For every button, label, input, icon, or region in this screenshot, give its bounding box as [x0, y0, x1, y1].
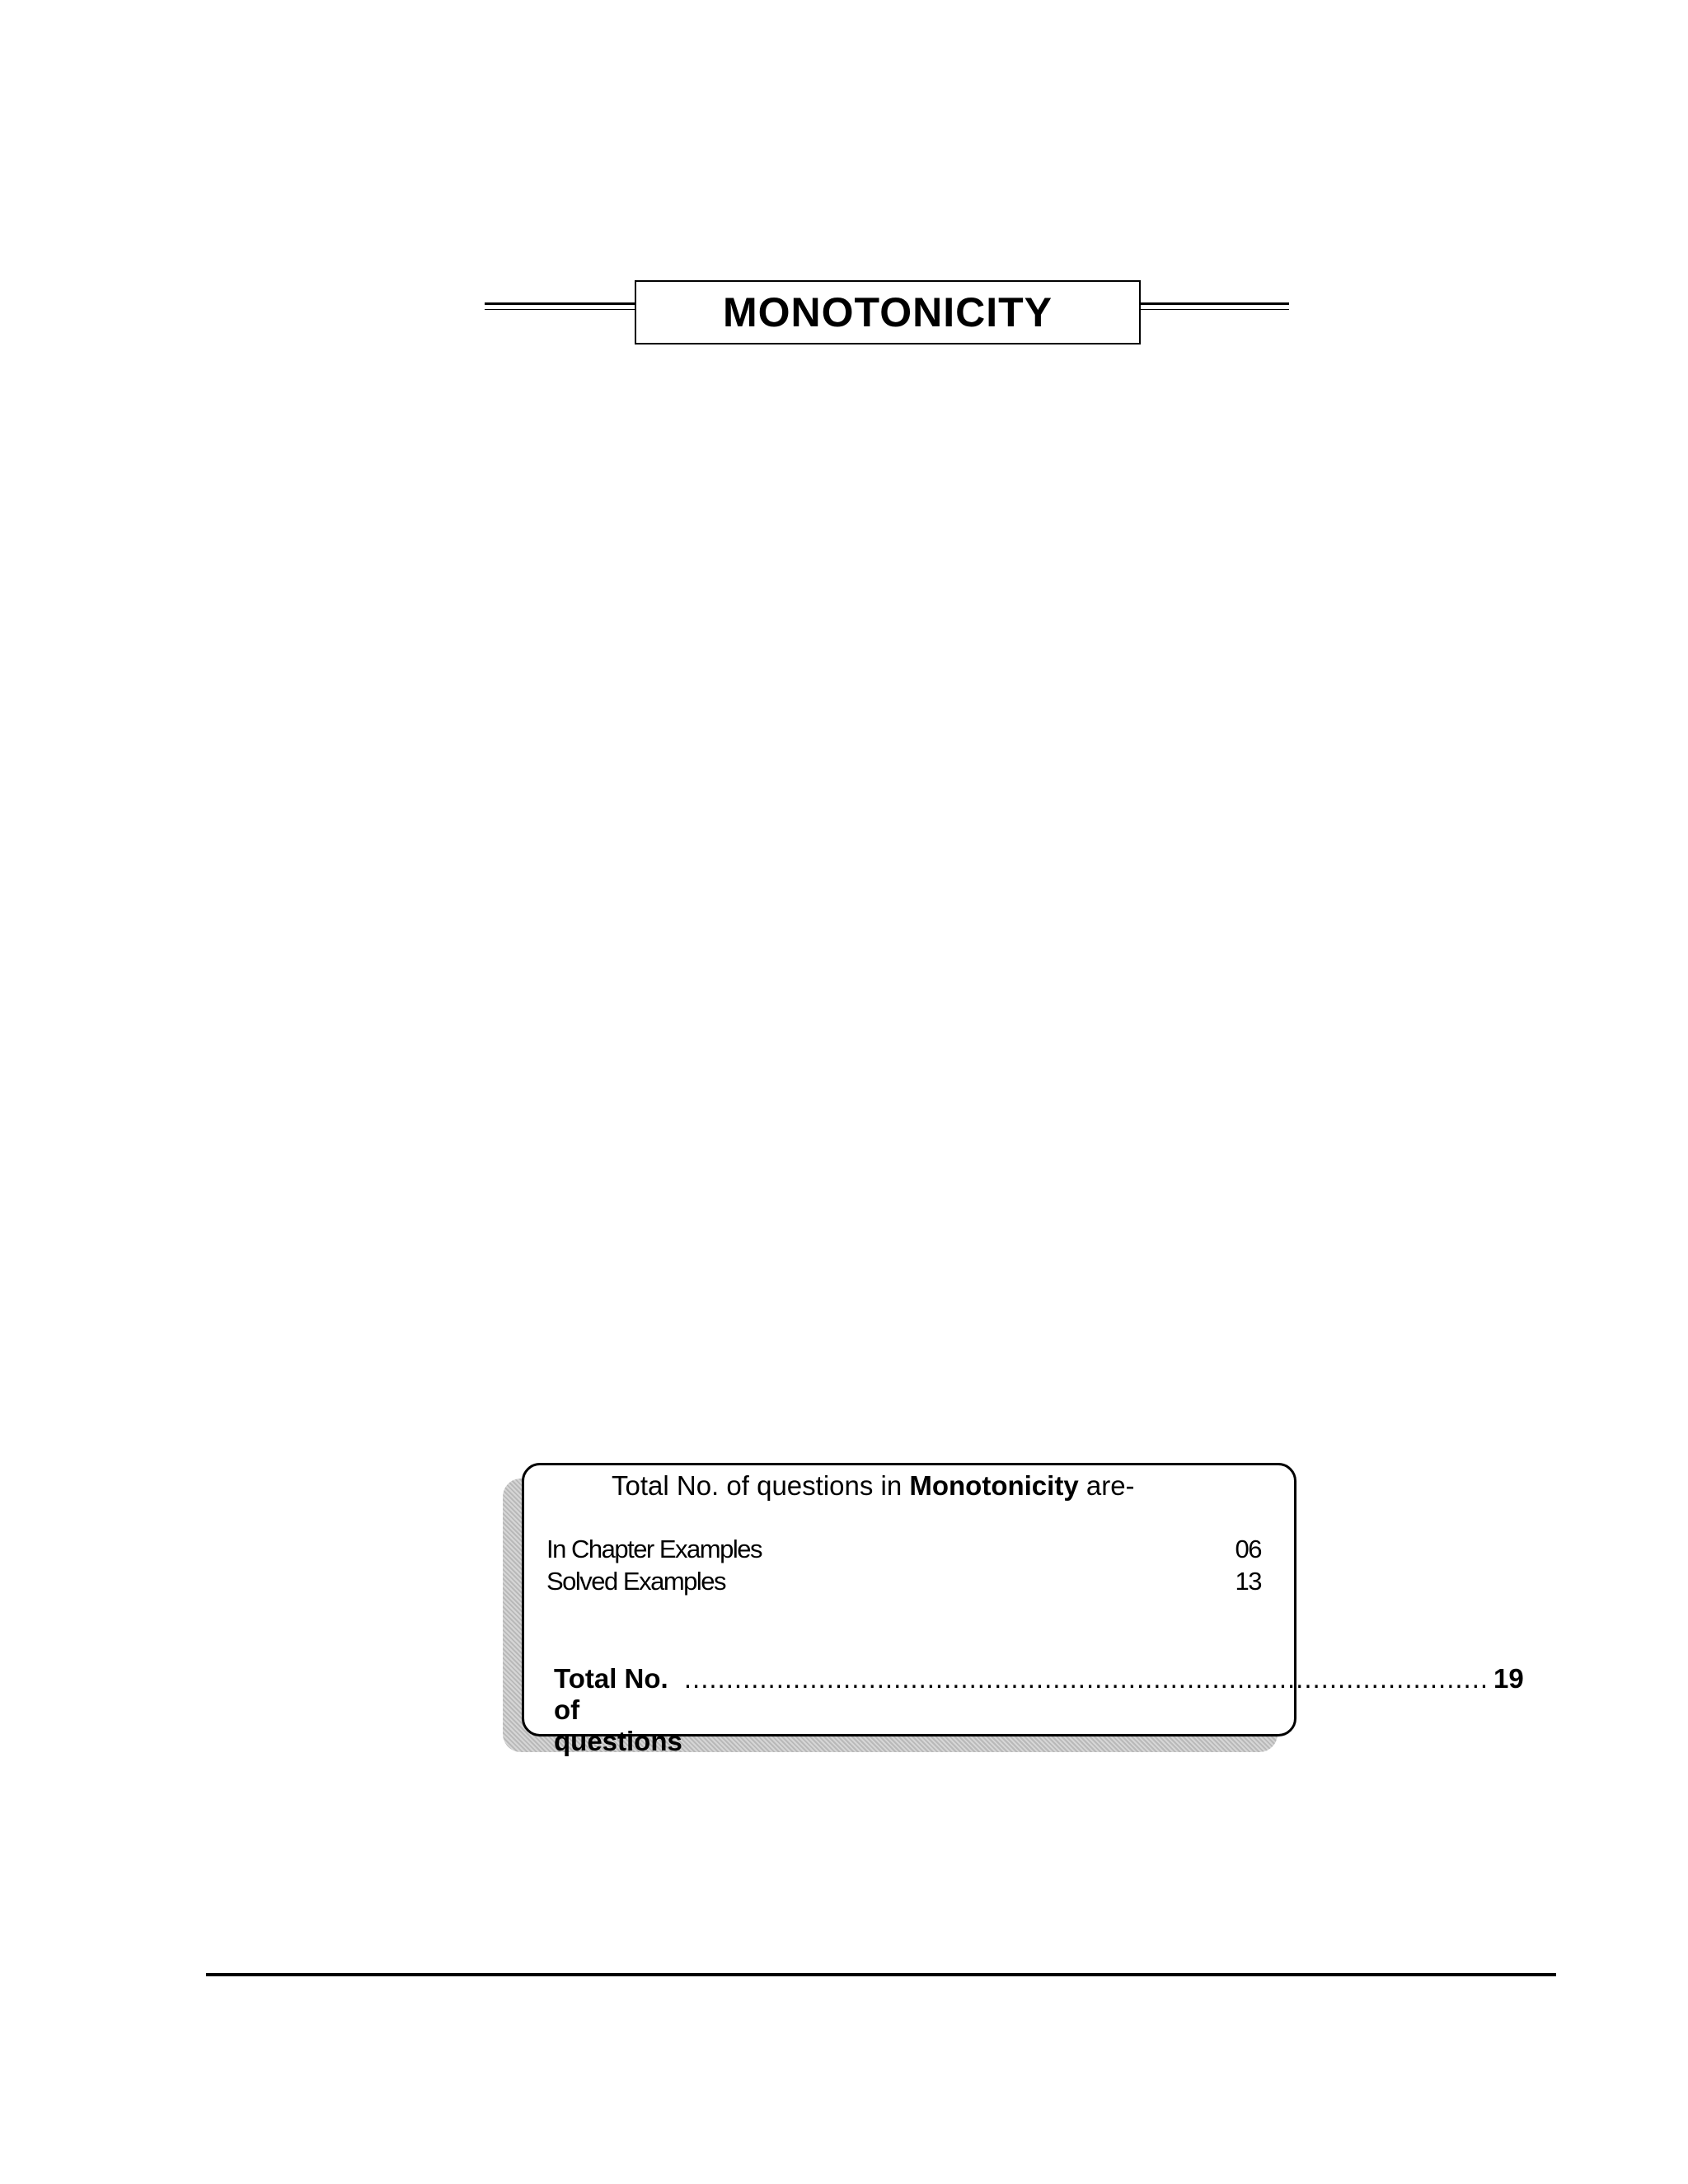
title-rule-left — [485, 302, 636, 310]
summary-heading-suffix: are- — [1078, 1470, 1135, 1501]
summary-heading — [612, 1470, 1135, 1502]
row-value: 13 — [1235, 1567, 1261, 1596]
chapter-title-box — [635, 280, 1141, 344]
question-summary-box — [522, 1463, 1524, 1756]
summary-row-solved — [546, 1567, 1261, 1596]
row-value: 06 — [1235, 1535, 1261, 1563]
title-rule-right — [1141, 302, 1289, 310]
total-value: 19 — [1493, 1663, 1524, 1694]
row-label: Solved Examples — [546, 1567, 726, 1596]
total-label: Total No. of questions — [554, 1663, 682, 1756]
dot-leader: ................................................................................................ — [683, 1663, 1489, 1694]
summary-row-in-chapter — [546, 1535, 1261, 1564]
summary-heading-topic: Monotonicity — [909, 1470, 1079, 1501]
row-label: In Chapter Examples — [546, 1535, 762, 1563]
summary-heading-prefix: Total No. of questions in — [612, 1470, 910, 1501]
chapter-title: MONOTONICITY — [723, 289, 1053, 335]
footer-rule — [206, 1973, 1556, 1976]
summary-total-row — [554, 1663, 1524, 1757]
